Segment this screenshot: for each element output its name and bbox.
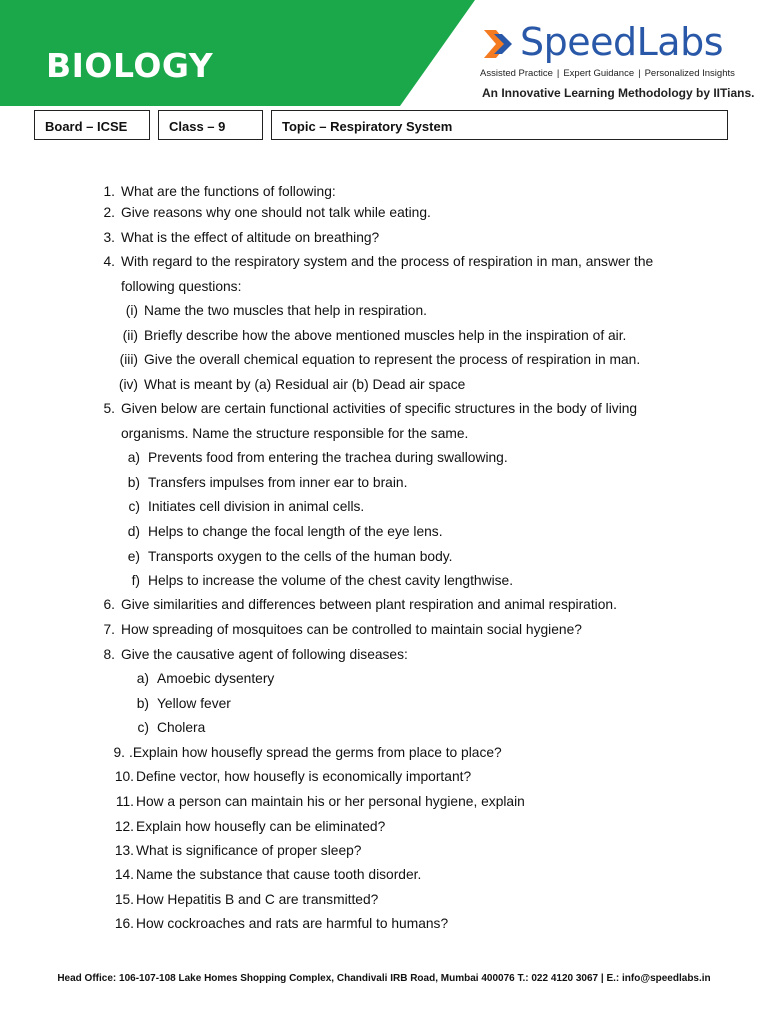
question-item bbox=[113, 745, 502, 760]
question-number: 6. bbox=[103, 597, 115, 612]
question-item bbox=[121, 279, 241, 294]
question-item bbox=[103, 254, 654, 269]
question-text: Name the two muscles that help in respiration. bbox=[144, 303, 427, 318]
logo-tag-separator: | bbox=[556, 68, 560, 79]
question-item bbox=[114, 892, 379, 907]
question-text: following questions: bbox=[121, 279, 242, 294]
question-text: Prevents food from entering the trachea during swallowing. bbox=[148, 450, 508, 465]
question-number: 5. bbox=[103, 401, 115, 416]
question-text: How Hepatitis B and C are transmitted? bbox=[136, 892, 379, 907]
question-text: What is the effect of altitude on breathing? bbox=[121, 230, 380, 245]
question-number: d) bbox=[127, 524, 140, 539]
question-text: Transports oxygen to the cells of the human body. bbox=[148, 549, 453, 564]
question-number: 13. bbox=[114, 843, 134, 858]
question-text: Give reasons why one should not talk while eating. bbox=[121, 205, 431, 220]
logo-tag-practice: Assisted Practice bbox=[480, 68, 553, 79]
question-item bbox=[122, 328, 627, 343]
topic-box: Topic – Respiratory System bbox=[271, 110, 728, 140]
logo-wordmark: SpeedLabs bbox=[520, 20, 723, 64]
question-item bbox=[103, 205, 431, 220]
question-item bbox=[103, 401, 638, 416]
question-item bbox=[103, 622, 582, 637]
question-number: b) bbox=[136, 696, 149, 711]
question-text: Define vector, how housefly is economically important? bbox=[136, 769, 472, 784]
question-item bbox=[127, 524, 443, 539]
question-item bbox=[114, 819, 386, 834]
question-text: Yellow fever bbox=[157, 696, 231, 711]
question-number: b) bbox=[127, 475, 140, 490]
question-number: 4. bbox=[103, 254, 115, 269]
question-number: 9. bbox=[113, 745, 125, 760]
question-item bbox=[114, 916, 449, 931]
question-number: 11. bbox=[115, 794, 134, 809]
question-item bbox=[103, 597, 617, 612]
question-item bbox=[125, 303, 427, 318]
question-text: How spreading of mosquitoes can be controlled to maintain social hygiene? bbox=[121, 622, 582, 637]
question-number: 15. bbox=[114, 892, 134, 907]
question-item bbox=[136, 671, 275, 686]
question-number: (iii) bbox=[119, 352, 138, 367]
question-text: Helps to increase the volume of the chest cavity lengthwise. bbox=[148, 573, 514, 588]
question-text: .Explain how housefly spread the germs from place to place? bbox=[129, 745, 502, 760]
question-number: 1. bbox=[103, 184, 115, 199]
question-number: c) bbox=[137, 720, 149, 735]
question-text: Initiates cell division in animal cells. bbox=[148, 499, 365, 514]
question-item bbox=[128, 499, 365, 514]
question-text: Given below are certain functional activities of specific structures in the body of living bbox=[121, 401, 638, 416]
logo-arrow-icon bbox=[482, 26, 516, 62]
question-number: f) bbox=[131, 573, 140, 588]
logo-tags bbox=[480, 68, 735, 79]
question-number: 10. bbox=[114, 769, 134, 784]
question-item bbox=[103, 647, 408, 662]
logo-tagline: An Innovative Learning Methodology by IITians. bbox=[482, 86, 755, 100]
class-box: Class – 9 bbox=[158, 110, 263, 140]
question-number: 14. bbox=[114, 867, 134, 882]
question-number: 2. bbox=[103, 205, 115, 220]
question-text: What are the functions of following: bbox=[121, 184, 336, 199]
question-item bbox=[103, 230, 380, 245]
speedlabs-logo bbox=[478, 20, 755, 106]
question-text: Helps to change the focal length of the eye lens. bbox=[148, 524, 443, 539]
question-item bbox=[136, 696, 231, 711]
question-text: What is significance of proper sleep? bbox=[136, 843, 362, 858]
question-item bbox=[121, 426, 468, 441]
question-text: How a person can maintain his or her personal hygiene, explain bbox=[136, 794, 525, 809]
question-number: 7. bbox=[103, 622, 115, 637]
question-text: Amoebic dysentery bbox=[157, 671, 275, 686]
question-item bbox=[127, 450, 508, 465]
question-text: How cockroaches and rats are harmful to humans? bbox=[136, 916, 449, 931]
question-text: Transfers impulses from inner ear to brain. bbox=[148, 475, 408, 490]
question-text: Give the overall chemical equation to represent the process of respiration in man. bbox=[144, 352, 641, 367]
question-number: (i) bbox=[125, 303, 138, 318]
question-item bbox=[115, 794, 525, 809]
question-number: a) bbox=[136, 671, 149, 686]
question-item bbox=[127, 475, 408, 490]
question-number: 8. bbox=[103, 647, 115, 662]
question-item bbox=[131, 573, 514, 588]
subject-title: BIOLOGY bbox=[46, 46, 214, 85]
logo-tag-insights: Personalized Insights bbox=[644, 68, 735, 79]
question-text: Give similarities and differences between plant respiration and animal respiration. bbox=[121, 597, 617, 612]
question-text: Explain how housefly can be eliminated? bbox=[136, 819, 386, 834]
question-text: Name the substance that cause tooth disorder. bbox=[136, 867, 422, 882]
question-item bbox=[103, 184, 336, 199]
logo-tag-guidance: Expert Guidance bbox=[563, 68, 635, 79]
question-item bbox=[118, 377, 466, 392]
question-item bbox=[127, 549, 453, 564]
question-number: c) bbox=[128, 499, 140, 514]
footer-address: Head Office: 106-107-108 Lake Homes Shopping Complex, Chandivali IRB Road, Mumbai 400076 T.: 022 4120 3067 | E.: info@speedlabs.in bbox=[57, 973, 711, 984]
question-number: a) bbox=[127, 450, 140, 465]
question-text: With regard to the respiratory system and the process of respiration in man, answer the bbox=[121, 254, 654, 269]
question-number: 12. bbox=[114, 819, 134, 834]
question-number: e) bbox=[127, 549, 140, 564]
logo-tag-separator: | bbox=[638, 68, 641, 79]
question-item bbox=[114, 843, 362, 858]
question-text: Give the causative agent of following diseases: bbox=[121, 647, 408, 662]
question-text: Briefly describe how the above mentioned muscles help in the inspiration of air. bbox=[144, 328, 627, 343]
question-item bbox=[119, 352, 641, 367]
question-number: 3. bbox=[103, 230, 115, 245]
question-item bbox=[137, 720, 206, 735]
question-text: Cholera bbox=[157, 720, 206, 735]
question-item bbox=[114, 867, 422, 882]
question-number: (iv) bbox=[118, 377, 138, 392]
question-text: What is meant by (a) Residual air (b) Dead air space bbox=[144, 377, 466, 392]
question-item bbox=[114, 769, 472, 784]
board-box: Board – ICSE bbox=[34, 110, 150, 140]
question-number: (ii) bbox=[122, 328, 138, 343]
question-text: organisms. Name the structure responsible for the same. bbox=[121, 426, 469, 441]
question-number: 16. bbox=[114, 916, 134, 931]
